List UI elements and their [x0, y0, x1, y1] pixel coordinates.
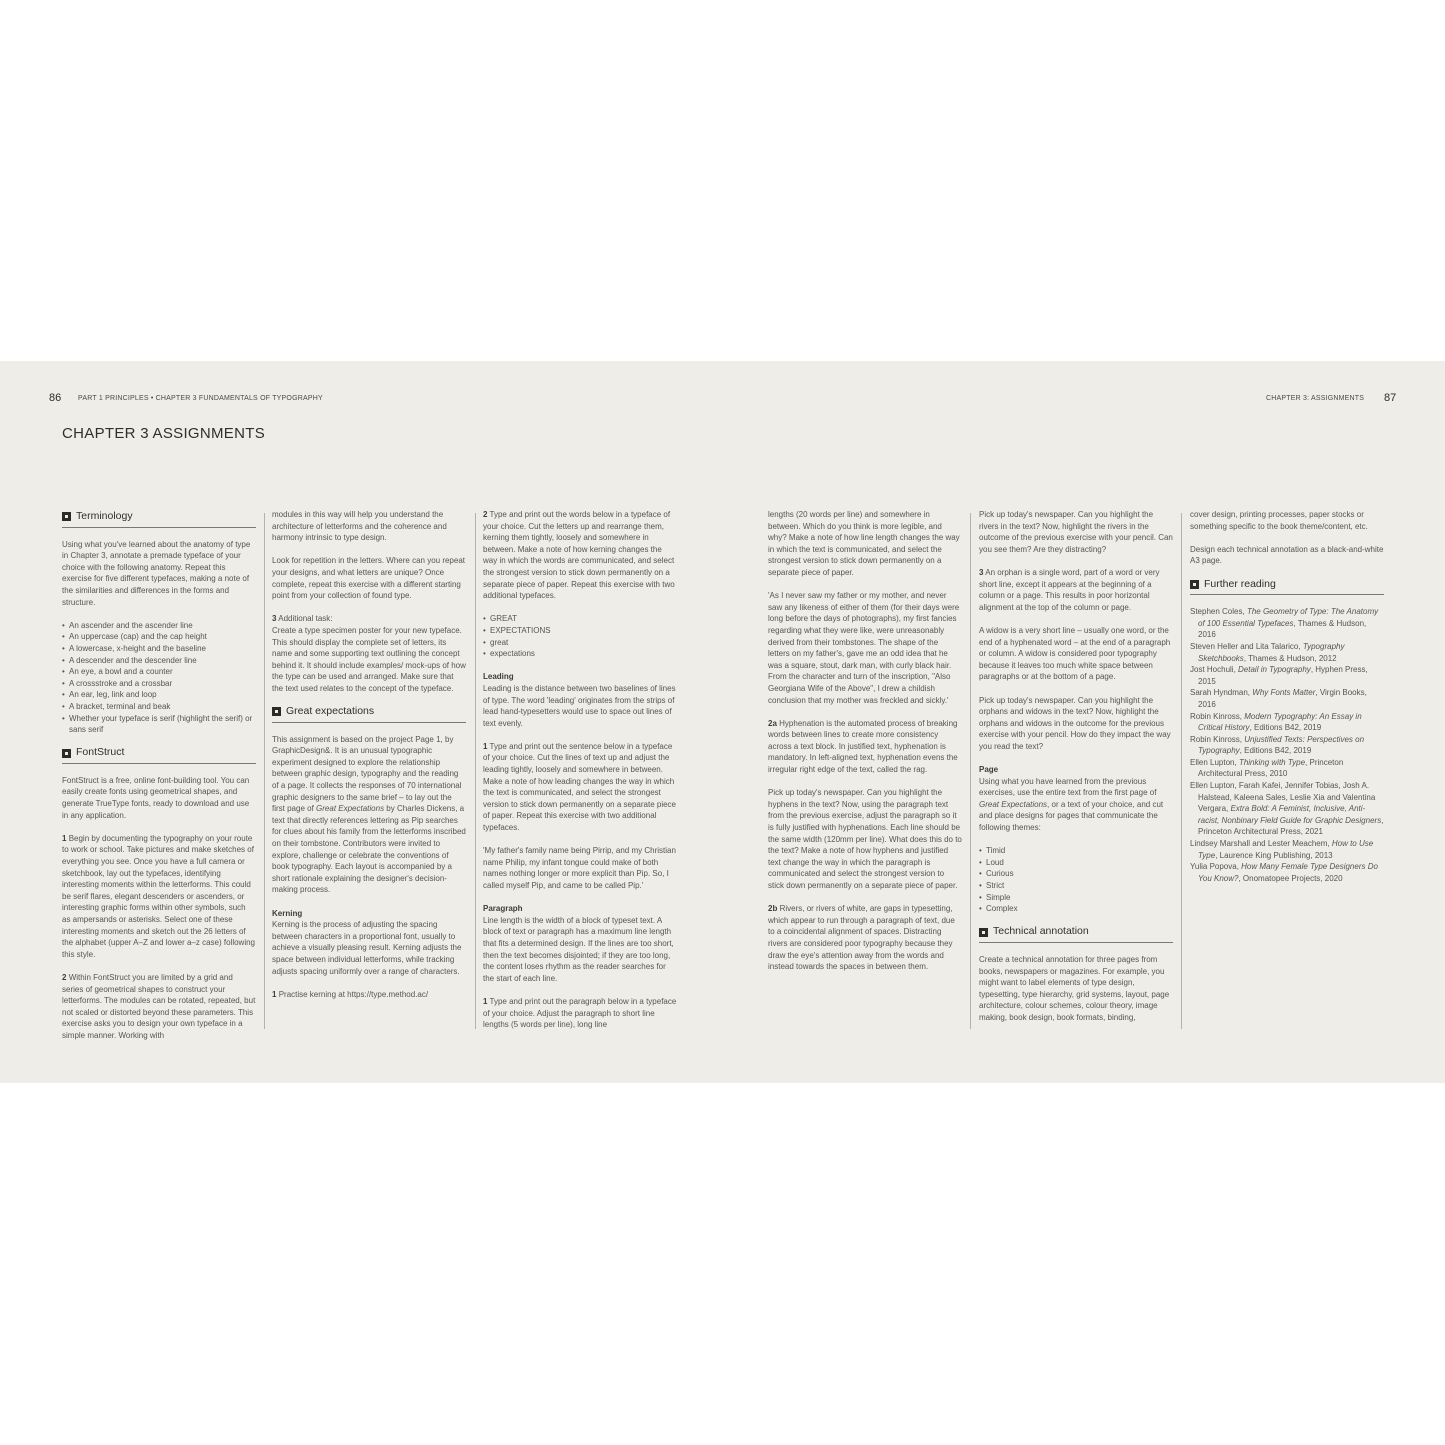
- column-2: [272, 509, 466, 1029]
- column-rule: [970, 513, 971, 1029]
- column-3: [483, 509, 677, 1029]
- kerning-heading: Kerning: [272, 908, 303, 918]
- quote-text: 'My father's family name being Pirrip, and my Christian name Philip, my infant tongue could make of both names nothing longer or more explicit than Pip. So, I called myself Pip, and came to be called Pip.': [483, 846, 676, 890]
- list-item: • An ear, leg, link and loop: [62, 689, 256, 701]
- paragraph-text: Line length is the width of a block of typeset text. A block of text or paragraph has a maximum line length that fits a determined design. If the lines are too short, then the text becomes disjointed; if they are too long, the content loses rhythm as the reader searches for the start of each line.: [483, 915, 674, 983]
- list-item: • A descender and the descender line: [62, 655, 256, 667]
- design-text: Design each technical annotation as a black-and-white A3 page.: [1190, 544, 1384, 566]
- section-heading-fontstruct: FontStruct: [62, 747, 256, 764]
- list-item: • EXPECTATIONS: [483, 625, 677, 637]
- column-4: [768, 509, 962, 1029]
- book-spread: [0, 361, 1445, 1083]
- column-rule: [475, 513, 476, 1029]
- list-item: • An uppercase (cap) and the cap height: [62, 631, 256, 643]
- great-expectations-text: This assignment is based on the project Page 1, by GraphicDesign&. It is an unusual typographic experiment designed to explore the relationship between graphic design, typography and the reading of a page. It collects the responses of 70 international graphic designers to the same brief – to lay out the first page of Great Expectations by Charles Dickens, a text that directly references lettering as Pip searches for clues about his family from the letterforms inscribed on their tombstone. Contributors were invited to explore, challenge or celebrate the conventions of book typography. Each layout is accompanied by a short rationale explaining the designer's decision-making process.: [272, 734, 466, 895]
- pick-up-text-2: Pick up today's newspaper. Can you highlight the orphans and widows in the text? Now, highlight the orphans and widows in the outcome for the previous exercise with your pencil. How do they impact the way you read the text?: [979, 695, 1171, 751]
- leading-step-1: 1 Type and print out the sentence below in a typeface of your choice. Cut the lines of text up and adjust the leading tightly, loosely and somewhere in between. Make a note of how leading changes the way in which the text is communicated, and select the strongest version to stick down permanently on a separate piece of paper. Repeat this exercise with two additional typefaces.: [483, 741, 676, 833]
- continued-text: cover design, printing processes, paper stocks or something specific to the book theme/content, etc.: [1190, 510, 1368, 531]
- themes-list: [979, 845, 1173, 915]
- square-bullet-icon: [1190, 580, 1199, 589]
- square-bullet-icon: [62, 749, 71, 758]
- reference-entry: Ellen Lupton, Thinking with Type, Princeton Architectural Press, 2010: [1190, 757, 1344, 779]
- widow-text: A widow is a very short line – usually one word, or the end of a hyphenated word – at the end of a paragraph or column. A widow is considered poor typography because it leaves too much white space between paragraphs or at the bottom of a page.: [979, 625, 1171, 682]
- list-item: • Complex: [979, 903, 1173, 915]
- list-item: • Simple: [979, 892, 1173, 904]
- section-heading-great-expectations: Great expectations: [272, 706, 466, 723]
- reference-entry: Stephen Coles, The Geometry of Type: The Anatomy of 100 Essential Typefaces, Thames & Hudson, 2016: [1190, 607, 1379, 640]
- continued-text: lengths (20 words per line) and somewhere in between. Which do you think is more legible, and why? Make a note of how line length changes the way in which the text is communicated, and select the strongest version to stick down permanently on a separate piece of paper.: [768, 510, 960, 577]
- list-item: • GREAT: [483, 613, 677, 625]
- fontstruct-text: FontStruct is a free, online font-building tool. You can easily create fonts using geometrical shapes, and generate TrueType fonts, ready to download and use in any application.: [62, 775, 250, 820]
- reference-entry: Lindsey Marshall and Lester Meachem, How to Use Type, Laurence King Publishing, 2013: [1190, 839, 1374, 860]
- rivers-step-2b: 2b Rivers, or rivers of white, are gaps in typesetting, which appear to run through a paragraph of text, due to a coincidental alignment of spaces. Distracting rivers are considered poor typography because they draw the eye's attention away from the words and instead towards the spaces in between them.: [768, 904, 955, 972]
- technical-annotation-text: Create a technical annotation for three pages from books, newspapers or magazines. For example, you might want to label elements of type design, typesetting, type hierarchy, grid systems, layout, page architecture, colour schemes, colour theory, image making, book design, book formats, binding,: [979, 954, 1170, 1022]
- page-heading: Page: [979, 765, 999, 775]
- orphan-step-3: 3 An orphan is a single word, part of a word or very short line, except it appears at the beginning of a column or a page. This results in poor horizontal alignment at the top of the column or page.: [979, 567, 1160, 612]
- column-rule: [264, 513, 265, 1029]
- list-item: • Strict: [979, 880, 1173, 892]
- terminology-text: Using what you've learned about the anatomy of type in Chapter 3, annotate a premade typeface of your choice with the following anatomy. Repeat this exercise for five different typefaces, making a note of the similarities and differences in the forms and structure.: [62, 539, 251, 607]
- chapter-title: CHAPTER 3 ASSIGNMENTS: [62, 425, 266, 442]
- right-page-number: 87: [1384, 392, 1397, 404]
- paragraph-step-1: 1 Type and print out the paragraph below in a typeface of your choice. Adjust the paragraph to short line lengths (5 words per line), long line: [483, 996, 677, 1030]
- words-list: [483, 613, 677, 659]
- fontstruct-step-2: 2 Within FontStruct you are limited by a grid and series of geometrical shapes to construct your letterforms. The modules can be rotated, repeated, but not scaled or distorted beyond these parameters. This exercise asks you to design your own typeface in a simple manner. Working with: [62, 972, 256, 1040]
- hyphenation-step-2a: 2a Hyphenation is the automated process of breaking words between lines to create more consistency across a text block. In justified text, hyphenation is mandatory. In left-aligned text, hyphenation evens the irregular right edge of the text, called the rag.: [768, 718, 958, 775]
- list-item: • A lowercase, x-height and the baseline: [62, 643, 256, 655]
- leading-text: Leading is the distance between two baselines of lines of type. The word 'leading' originates from the strips of lead hand-typesetters would use to space out lines of text evenly.: [483, 683, 676, 728]
- column-6: [1190, 509, 1384, 1029]
- reference-entry: Jost Hochuli, Detail in Typography, Hyphen Press, 2015: [1190, 665, 1368, 686]
- fontstruct-step-1: 1 Begin by documenting the typography on your route to work or school. Take pictures and make sketches of everything you see. Once you have a full camera or sketchbook, lay out the typefaces, identifying interesting moments within the letterforms. This could be serif flares, elegant descenders or ascenders, or interesting graphic forms within other symbols, such as ampersands or asterisks. Select one of these interesting moments and sketch out the 26 letters of the alphabet (upper A–Z and lower a–z case) following this style.: [62, 833, 256, 959]
- anatomy-list: [62, 620, 256, 736]
- fontstruct-step-3: 3 Additional task: Create a type specimen poster for your new typeface. This should display the complete set of letters, its name and some supporting text outlining the concept behind it. It should include examples/ mock-ups of how the type can be used and arranged. Make sure that the text used relates to the concept of the typeface.: [272, 614, 466, 693]
- list-item: • A bracket, terminal and beak: [62, 701, 256, 713]
- list-item: • Curious: [979, 868, 1173, 880]
- look-text: Look for repetition in the letters. Where can you repeat your designs, and what letters are unique? Once complete, repeat this exercise with a different starting point from your collection of found type.: [272, 556, 465, 601]
- page-text: Using what you have learned from the previous exercises, use the entire text from the first page of Great Expectations, or a text of your choice, and cut and place designs for pages that communicate the following themes:: [979, 776, 1164, 833]
- list-item: • great: [483, 637, 677, 649]
- pick-up-text: Pick up today's newspaper. Can you highlight the hyphens in the text? Now, using the paragraph text from the previous exercise, adjust the paragraph so it is fully justified with hyphenations. Each line should be the same width (120mm per line). What does this do to the text? Make a note of how hyphens and justified text change the way in which the paragraph is communicated and select the strongest version to stick down permanently on a separate piece of paper.: [768, 788, 962, 890]
- leading-heading: Leading: [483, 672, 514, 682]
- kerning-step-2: 2 Type and print out the words below in a typeface of your choice. Cut the letters up and rearrange them, kerning them tightly, loosely and somewhere in between. Make a note of how kerning changes the way in which the words are communicated, and select the strongest version to stick down permanently on a separate piece of paper. Repeat this exercise with two additional typefaces.: [483, 510, 675, 601]
- list-item: • An eye, a bowl and a counter: [62, 666, 256, 678]
- reading-list: [1190, 606, 1384, 884]
- continued-text: modules in this way will help you understand the architecture of letterforms and the coherence and harmony intrinsic to type design.: [272, 510, 447, 543]
- list-item: • expectations: [483, 648, 677, 660]
- square-bullet-icon: [272, 707, 281, 716]
- left-running-head: PART 1 PRINCIPLES • CHAPTER 3 FUNDAMENTALS OF TYPOGRAPHY: [78, 395, 323, 402]
- square-bullet-icon: [979, 928, 988, 937]
- reference-entry: Yulia Popova, How Many Female Type Designers Do You Know?, Onomatopee Projects, 2020: [1190, 862, 1378, 883]
- list-item: • Timid: [979, 845, 1173, 857]
- section-heading-terminology: Terminology: [62, 511, 256, 528]
- quote-text: 'As I never saw my father or my mother, and never saw any likeness of either of them (for their days were long before the days of photographs), my first fancies regarding what they were like, were unreasonably derived from their tombstones. The shape of the letters on my father's, gave me an odd idea that he was a square, stout, dark man, with curly black hair. From the character and turn of the inscription, "Also Georgiana Wife of the Above", I drew a childish conclusion that my mother was freckled and sickly.': [768, 591, 960, 705]
- list-item: • An ascender and the ascender line: [62, 620, 256, 632]
- kerning-text: Kerning is the process of adjusting the spacing between characters in a proportional font, usually to achieve a visually pleasing result. Kerning adjusts the space between individual letterforms, while tracking adjusts spacing uniformly over a range of characters.: [272, 920, 462, 976]
- right-running-head: CHAPTER 3: ASSIGNMENTS: [1266, 395, 1365, 402]
- reference-entry: Ellen Lupton, Farah Kafei, Jennifer Tobias, Josh A. Halstead, Kaleena Sales, Leslie Xia and Valentina Vergara, Extra Bold: A Feminist, Inclusive, Anti-racist, Nonbinary Field Guide for Graphic Designers, Princeton Architectural Press, 2021: [1190, 781, 1384, 837]
- paragraph-heading: Paragraph: [483, 904, 523, 914]
- list-item: • Whether your typeface is serif (highlight the serif) or sans serif: [62, 713, 256, 736]
- left-page-number: 86: [49, 392, 62, 404]
- section-heading-further-reading: Further reading: [1190, 579, 1384, 596]
- reference-entry: Steven Heller and Lita Talarico, Typography Sketchbooks, Thames & Hudson, 2012: [1190, 641, 1345, 663]
- pick-up-text: Pick up today's newspaper. Can you highlight the rivers in the text? Now, highlight the rivers in the outcome of the previous exercise with your pencil. Can you see them? Are they distracting?: [979, 510, 1173, 554]
- square-bullet-icon: [62, 512, 71, 521]
- column-1: [62, 509, 256, 1040]
- list-item: • Loud: [979, 857, 1173, 869]
- reference-entry: Robin Kinross, Unjustified Texts: Perspectives on Typography, Editions B42, 2019: [1190, 734, 1365, 756]
- list-item: • A crossstroke and a crossbar: [62, 678, 256, 690]
- reference-entry: Robin Kinross, Modern Typography: An Essay in Critical History, Editions B42, 2019: [1190, 711, 1362, 733]
- section-heading-technical-annotation: Technical annotation: [979, 926, 1173, 943]
- kerning-step-1: 1 Practise kerning at https://type.method.ac/: [272, 989, 429, 999]
- reference-entry: Sarah Hyndman, Why Fonts Matter, Virgin Books, 2016: [1190, 688, 1367, 709]
- column-5: [979, 509, 1173, 1029]
- column-rule: [1181, 513, 1182, 1029]
